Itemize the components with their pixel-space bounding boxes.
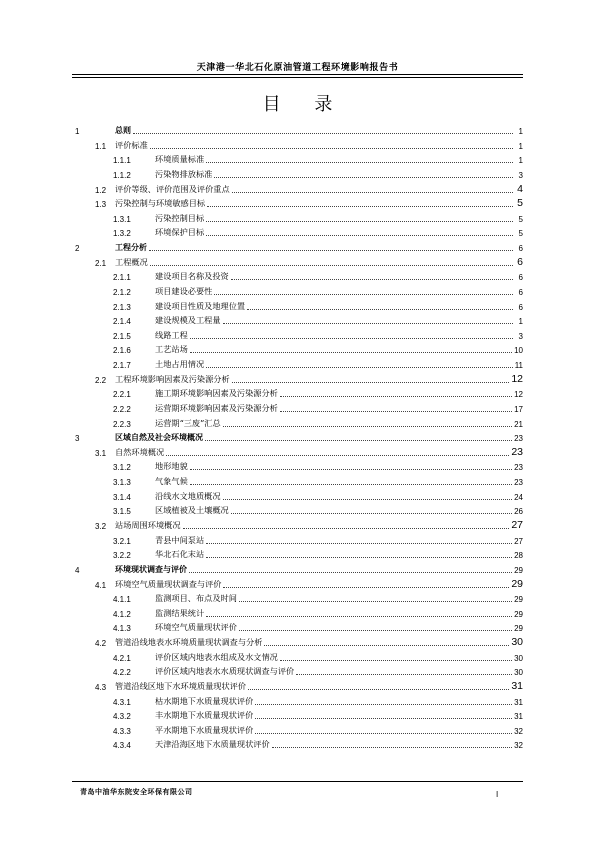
toc-entry-title: 工艺站场 [155, 344, 188, 355]
toc-entry-number: 2.1.7 [113, 361, 131, 371]
toc-entry-number: 2.2.2 [113, 404, 131, 414]
toc-entry[interactable] [113, 695, 523, 707]
toc-entry[interactable] [113, 651, 523, 663]
toc-entry-page: 30 [514, 668, 523, 678]
toc-entry[interactable] [95, 183, 523, 195]
toc-entry-number: 4.3.1 [113, 697, 131, 707]
toc-entry-number: 4.1.1 [113, 595, 131, 605]
toc-dot-leader [150, 265, 513, 266]
toc-entry-title: 项目建设必要性 [155, 285, 213, 296]
toc-entry-title: 丰水期地下水质量现状评价 [155, 710, 254, 721]
toc-entry-number: 4.3 [95, 682, 107, 692]
toc-entry-title: 枯水期地下水质量现状评价 [155, 695, 254, 706]
toc-dot-leader [149, 250, 513, 251]
toc-entry-number: 2.1.3 [113, 302, 131, 312]
toc-entry-page: 11 [514, 361, 523, 371]
toc-entry[interactable] [113, 387, 523, 399]
toc-entry[interactable] [95, 256, 523, 268]
toc-entry[interactable] [113, 168, 523, 180]
toc-entry-page: 27 [514, 536, 523, 546]
toc-entry-title: 站场周围环境概况 [115, 520, 181, 530]
toc-entry[interactable] [95, 578, 523, 590]
toc-entry-title: 监测结果统计 [155, 607, 205, 618]
toc-entry-number: 4.3.2 [113, 712, 131, 722]
toc-entry-title: 评价等级、评价范围及评价重点 [115, 183, 230, 194]
toc-entry-page: 6 [517, 255, 523, 268]
toc-dot-leader [255, 718, 512, 719]
toc-entry-number: 2 [75, 244, 80, 254]
toc-entry-title: 评价标准 [115, 139, 148, 150]
toc-entry-title: 天津沿海区地下水质量现状评价 [155, 739, 270, 750]
toc-entry-number: 4.3.4 [113, 741, 131, 751]
toc-entry-title: 青县中间泵站 [155, 534, 205, 545]
toc-entry-page: 1 [518, 127, 523, 136]
toc-dot-leader [223, 587, 509, 588]
toc-entry-title: 线路工程 [155, 329, 188, 340]
toc-dot-leader [189, 572, 512, 573]
toc-entry-page: 32 [514, 726, 523, 736]
toc-entry-page: 6 [518, 287, 523, 297]
toc-entry-number: 2.2.1 [113, 390, 131, 400]
toc-entry-page: 30 [514, 653, 523, 663]
toc-entry-title: 管道沿线地表水环境质量现状调查与分析 [115, 637, 263, 648]
toc-entry-number: 4.2.1 [113, 653, 131, 663]
toc-entry-title: 污染控制与环境敏感目标 [115, 198, 206, 209]
toc-entry-number: 2.1 [95, 258, 107, 268]
toc-entry-number: 4.2 [95, 639, 107, 649]
toc-entry-title: 环境现状调查与评价 [115, 564, 187, 574]
toc-entry-page: 31 [511, 679, 523, 692]
toc-entry[interactable] [75, 241, 523, 253]
toc-dot-leader [133, 133, 513, 134]
toc-entry-page: 5 [518, 229, 523, 239]
toc-entry-number: 1.3 [95, 200, 107, 210]
toc-entry[interactable] [95, 519, 523, 531]
toc-entry-page: 29 [514, 624, 523, 634]
toc-entry-number: 2.2.3 [113, 419, 131, 429]
toc-entry-page: 29 [514, 565, 523, 575]
toc-dot-leader [232, 192, 513, 193]
toc-dot-leader [166, 455, 509, 456]
toc-entry-title: 环境空气质量现状调查与评价 [115, 578, 222, 589]
toc-dot-leader [223, 499, 513, 500]
toc-entry-page: 6 [518, 244, 523, 254]
toc-dot-leader [214, 177, 513, 178]
toc-dot-leader [150, 148, 513, 149]
toc-entry[interactable] [75, 563, 523, 575]
toc-entry-title: 区域自然及社会环境概况 [115, 433, 203, 443]
toc-entry[interactable] [113, 709, 523, 721]
toc-dot-leader [264, 645, 509, 646]
toc-entry[interactable] [113, 153, 523, 165]
toc-entry-page: 1 [518, 141, 523, 151]
header-rule-thick [72, 74, 523, 75]
toc-entry-page: 3 [518, 331, 523, 341]
toc-dot-leader [190, 469, 512, 470]
toc-entry-page: 28 [514, 551, 523, 561]
toc-entry[interactable] [113, 358, 523, 370]
toc-entry-page: 3 [518, 170, 523, 180]
toc-entry[interactable] [113, 665, 523, 677]
toc-dot-leader [280, 396, 512, 397]
toc-entry-number: 2.1.4 [113, 317, 131, 327]
toc-dot-leader [207, 206, 513, 207]
toc-dot-leader [206, 221, 513, 222]
toc-dot-leader [231, 513, 512, 514]
toc-entry[interactable] [113, 285, 523, 297]
toc-entry-number: 3.1.4 [113, 492, 131, 502]
toc-entry[interactable] [113, 329, 523, 341]
header-rule-thin [72, 77, 523, 78]
toc-dot-leader [239, 630, 512, 631]
toc-entry-page: 21 [514, 419, 523, 429]
toc-entry-page: 29 [511, 577, 523, 590]
toc-entry-title: 华北石化末站 [155, 549, 205, 560]
toc-dot-leader [206, 367, 513, 368]
toc-entry-title: 建设规模及工程量 [155, 315, 221, 326]
toc-dot-leader [239, 601, 512, 602]
toc-dot-leader [205, 440, 512, 441]
toc-entry-page: 32 [514, 741, 523, 751]
toc-entry-page: 12 [514, 390, 523, 400]
toc-entry[interactable] [113, 592, 523, 604]
toc-dot-leader [183, 528, 510, 529]
toc-entry-title: 平水期地下水质量现状评价 [155, 724, 254, 735]
toc-entry-title: 自然环境概况 [115, 446, 165, 457]
toc-entry-title: 施工期环境影响因素及污染源分析 [155, 388, 278, 399]
toc-entry[interactable] [113, 621, 523, 633]
toc-entry-number: 3.2.1 [113, 536, 131, 546]
toc-entry-page: 31 [514, 697, 523, 707]
toc-entry[interactable] [113, 607, 523, 619]
toc-entry-title: 污染物排放标准 [155, 168, 213, 179]
toc-entry-number: 1.2 [95, 185, 107, 195]
toc-dot-leader [280, 411, 512, 412]
toc-dot-leader [190, 338, 513, 339]
toc-entry-page: 23 [514, 434, 523, 444]
toc-entry-number: 2.1.5 [113, 331, 131, 341]
toc-entry-page: 17 [514, 404, 523, 414]
toc-entry-title: 工程概况 [115, 256, 148, 267]
toc-entry-title: 工程环境影响因素及污染源分析 [115, 373, 230, 384]
toc-entry-page: 10 [514, 346, 523, 356]
toc-entry-page: 1 [518, 317, 523, 327]
toc-entry-title: 沿线水文地质概况 [155, 490, 221, 501]
toc-title: 目 录 [262, 94, 347, 115]
toc-entry[interactable] [75, 124, 523, 136]
toc-entry-number: 4.3.3 [113, 726, 131, 736]
toc-entry-number: 4.2.2 [113, 668, 131, 678]
toc-dot-leader [248, 689, 509, 690]
toc-dot-leader [206, 235, 513, 236]
footer-page-number: I [496, 790, 499, 799]
toc-entry-page: 1 [518, 156, 523, 166]
toc-entry[interactable] [113, 270, 523, 282]
toc-entry-page: 5 [518, 214, 523, 224]
toc-dot-leader [206, 162, 513, 163]
toc-entry[interactable] [95, 197, 523, 209]
toc-entry-number: 4.1 [95, 580, 107, 590]
toc-entry-page: 29 [514, 595, 523, 605]
toc-entry-title: 区域植被及土壤概况 [155, 505, 229, 516]
toc-entry-number: 1.1 [95, 141, 107, 151]
toc-entry-number: 2.1.6 [113, 346, 131, 356]
toc-entry-number: 2.1.1 [113, 273, 131, 283]
toc-entry-title: 评价区域内地表水组成及水文情况 [155, 651, 278, 662]
toc-entry[interactable] [113, 475, 523, 487]
toc-entry-number: 2.2 [95, 375, 107, 385]
toc-entry-page: 23 [514, 463, 523, 473]
toc-entry-number: 3.2.2 [113, 551, 131, 561]
toc-dot-leader [247, 309, 513, 310]
toc-entry-number: 2.1.2 [113, 287, 131, 297]
toc-entry[interactable] [113, 314, 523, 326]
toc-entry-title: 总则 [115, 126, 131, 135]
toc-entry-page: 23 [514, 478, 523, 488]
toc-entry-page: 24 [514, 492, 523, 502]
toc-entry-title: 运营期“三废”汇总 [155, 417, 221, 428]
toc-entry[interactable] [95, 373, 523, 385]
toc-entry[interactable] [95, 636, 523, 648]
toc-entry[interactable] [113, 226, 523, 238]
toc-dot-leader [255, 733, 512, 734]
toc-entry-title: 环境质量标准 [155, 154, 205, 165]
toc-entry-page: 23 [511, 445, 523, 458]
toc-entry-number: 3.1.5 [113, 507, 131, 517]
toc-entry-number: 3.1.3 [113, 478, 131, 488]
toc-entry-number: 4.1.2 [113, 609, 131, 619]
toc-entry-number: 1 [75, 127, 80, 136]
toc-entry[interactable] [113, 300, 523, 312]
toc-entry[interactable] [95, 139, 523, 151]
toc-entry[interactable] [113, 548, 523, 560]
toc-entry-page: 6 [518, 302, 523, 312]
toc-entry-page: 31 [514, 712, 523, 722]
toc-dot-leader [231, 279, 513, 280]
toc-entry-page: 6 [518, 273, 523, 283]
toc-entry[interactable] [113, 534, 523, 546]
toc-entry[interactable] [95, 446, 523, 458]
toc-entry-title: 地形地貌 [155, 461, 188, 472]
toc-entry-title: 工程分析 [115, 243, 147, 253]
toc-entry-title: 评价区域内地表水水质现状调查与评价 [155, 666, 295, 677]
toc-entry[interactable] [113, 212, 523, 224]
toc-dot-leader [214, 294, 513, 295]
running-header-title: 天津港一华北石化原油管道工程环境影响报告书 [196, 63, 399, 73]
toc-dot-leader [232, 382, 510, 383]
toc-entry[interactable] [113, 402, 523, 414]
toc-entry-title: 监测项目、布点及时间 [155, 593, 237, 604]
toc-entry[interactable] [75, 431, 523, 443]
toc-entry-number: 3.2 [95, 522, 107, 531]
toc-dot-leader [223, 426, 512, 427]
toc-entry-number: 1.1.1 [113, 156, 131, 166]
toc-dot-leader [296, 674, 512, 675]
toc-entry-title: 运营期环境影响因素及污染源分析 [155, 402, 278, 413]
toc-entry-title: 建设项目性质及地理位置 [155, 300, 246, 311]
footer-rule [72, 781, 523, 782]
toc-entry-title: 气象气候 [155, 476, 188, 487]
toc-dot-leader [206, 543, 512, 544]
toc-entry[interactable] [113, 417, 523, 429]
toc-dot-leader [223, 323, 513, 324]
toc-entry-title: 建设项目名称及投资 [155, 271, 229, 282]
toc-entry-page: 30 [511, 636, 523, 649]
toc-entry[interactable] [113, 490, 523, 502]
toc-dot-leader [190, 484, 512, 485]
toc-dot-leader [190, 352, 512, 353]
toc-entry-number: 4 [75, 565, 80, 575]
toc-entry-title: 环境空气质量现状评价 [155, 622, 237, 633]
toc-dot-leader [206, 557, 512, 558]
toc-entry-title: 土地占用情况 [155, 359, 205, 370]
toc-entry-page: 29 [514, 609, 523, 619]
toc-entry-number: 1.3.2 [113, 229, 131, 239]
toc-entry-title: 管道沿线区地下水环境质量现状评价 [115, 680, 247, 691]
toc-entry[interactable] [95, 680, 523, 692]
toc-entry-title: 污染控制目标 [155, 212, 205, 223]
toc-entry-page: 27 [511, 519, 523, 531]
toc-entry-number: 1.1.2 [113, 170, 131, 180]
toc-entry-page: 26 [514, 507, 523, 517]
toc-dot-leader [255, 704, 512, 705]
footer-company: 青岛中油华东院安全环保有限公司 [80, 788, 193, 796]
toc-dot-leader [206, 616, 512, 617]
toc-entry-number: 3.1.2 [113, 463, 131, 473]
toc-dot-leader [272, 747, 512, 748]
toc-entry-page: 4 [517, 182, 523, 195]
toc-entry[interactable] [113, 724, 523, 736]
toc-entry-page: 12 [511, 372, 523, 385]
toc-entry[interactable] [113, 504, 523, 516]
toc-entry-number: 1.3.1 [113, 214, 131, 224]
toc-entry-number: 3 [75, 434, 80, 444]
toc-entry-title: 环境保护目标 [155, 227, 205, 238]
toc-entry-number: 4.1.3 [113, 624, 131, 634]
toc-dot-leader [280, 660, 512, 661]
toc-entry-page: 5 [517, 197, 523, 210]
toc-entry[interactable] [113, 738, 523, 750]
toc-entry-number: 3.1 [95, 448, 107, 458]
toc-entry[interactable] [113, 460, 523, 472]
toc-entry[interactable] [113, 343, 523, 355]
